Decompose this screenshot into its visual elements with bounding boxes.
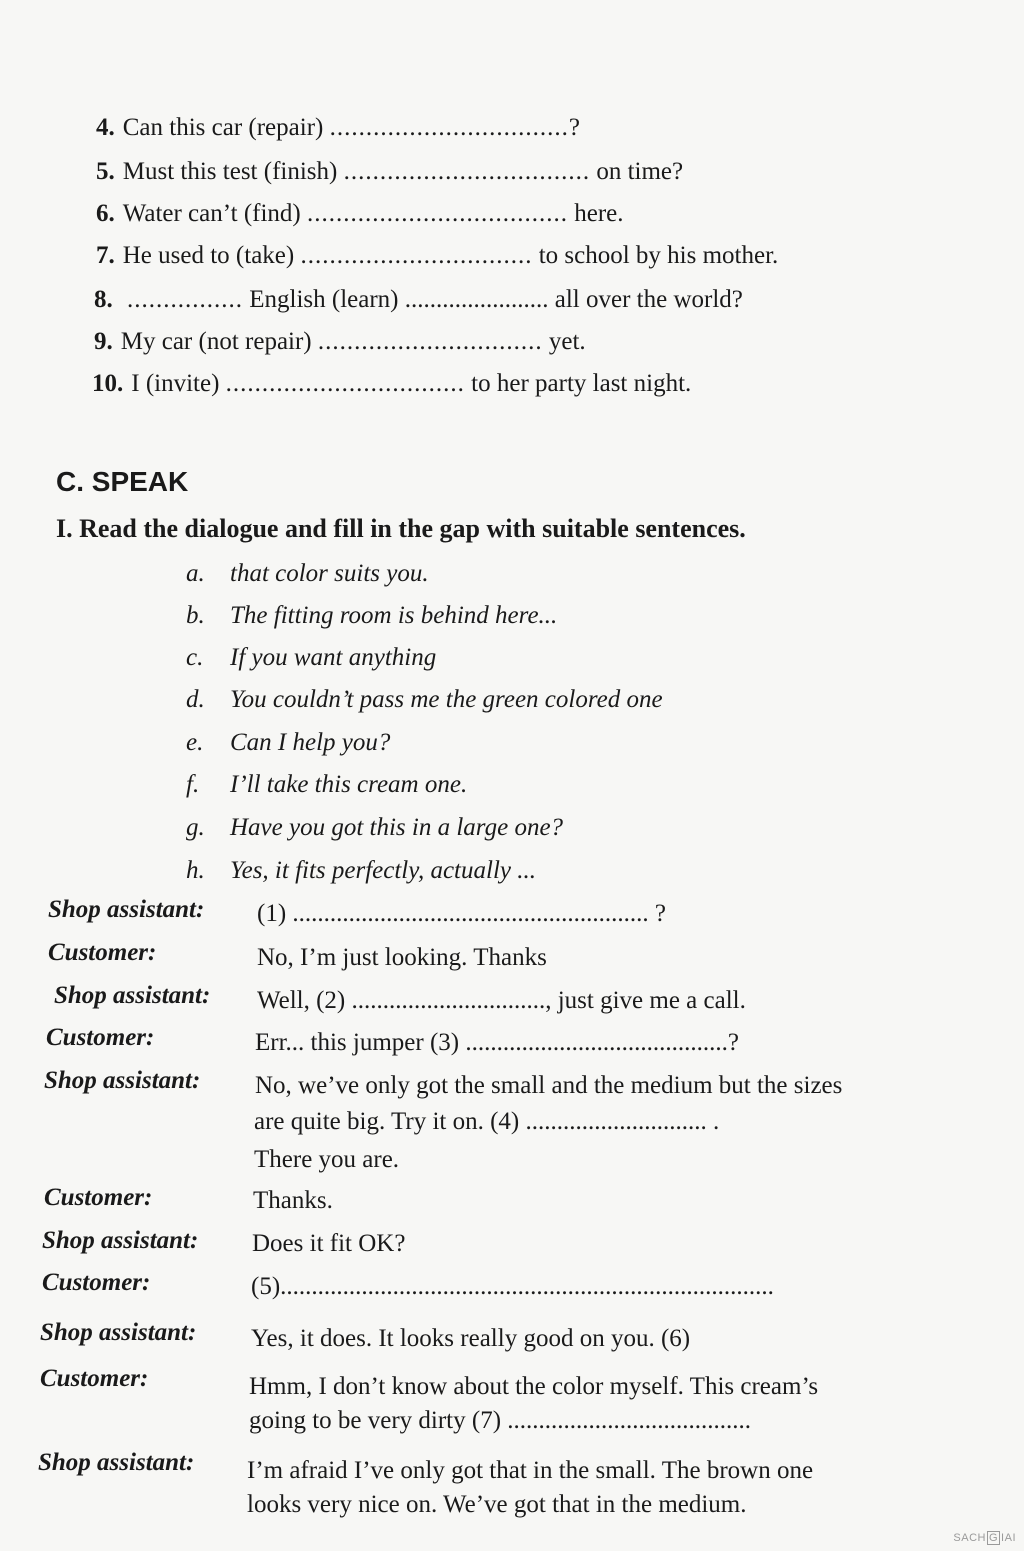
option-letter: c. — [186, 644, 204, 671]
blank-dots: ................ — [127, 286, 243, 313]
item-after: ? — [568, 114, 580, 141]
dialogue-line: looks very nice on. We’ve got that in the medium. — [247, 1491, 747, 1518]
speaker-label: Shop assistant: — [40, 1319, 197, 1346]
speaker-label: Customer: — [42, 1269, 151, 1296]
option-text: that color suits you. — [230, 560, 429, 587]
item-number: 8. — [94, 286, 113, 313]
item-text: Can this car (repair) — [122, 114, 324, 141]
option-text: Can I help you? — [230, 729, 391, 756]
speaker-label: Shop assistant: — [48, 896, 205, 923]
option-f — [186, 771, 467, 799]
dialogue-line: Yes, it does. It looks really good on you. (6) — [251, 1325, 691, 1352]
item-text: Must this test (finish) — [122, 158, 338, 185]
item-text: My car (not repair) — [120, 328, 312, 355]
option-text: If you want anything — [230, 644, 437, 671]
exercise-line-7 — [96, 242, 778, 270]
speaker-label: Shop assistant: — [54, 982, 211, 1009]
instruction: I. Read the dialogue and fill in the gap with suitable sentences. — [56, 514, 746, 543]
speaker-label: Shop assistant: — [42, 1227, 199, 1254]
blank-dots: .................................. — [343, 158, 591, 185]
item-number: 6. — [96, 200, 115, 227]
exercise-line-9 — [94, 328, 586, 356]
item-after: here. — [574, 200, 624, 227]
item-number: 10. — [92, 370, 124, 397]
option-letter: h. — [186, 857, 205, 884]
option-e — [186, 729, 390, 757]
watermark-box: G — [988, 1532, 999, 1544]
option-c — [186, 644, 436, 672]
dialogue-line: (5)............................................................................... — [251, 1273, 774, 1300]
dialogue-line: going to be very dirty (7) ....................................... — [249, 1407, 752, 1434]
exercise-line-10 — [92, 370, 691, 398]
blank-dots: ................................ — [300, 242, 533, 269]
blank-dots: ............................... — [317, 328, 543, 355]
speaker-label: Customer: — [48, 939, 157, 966]
option-text: Have you got this in a large one? — [230, 814, 564, 841]
blank-dots: ................................. — [329, 114, 569, 141]
option-letter: g. — [186, 814, 205, 841]
watermark-text-right: IAI — [1001, 1532, 1016, 1544]
option-text: The fitting room is behind here... — [230, 602, 558, 629]
option-letter: d. — [186, 686, 205, 713]
dialogue-line: Does it fit OK? — [252, 1230, 406, 1257]
option-letter: f. — [186, 771, 200, 798]
option-b — [186, 602, 557, 630]
item-after: on time? — [596, 158, 684, 185]
exercise-line-5 — [96, 158, 683, 186]
option-letter: a. — [186, 560, 205, 587]
option-h — [186, 857, 536, 885]
exercise-line-6 — [96, 200, 624, 228]
item-number: 9. — [94, 328, 113, 355]
exercise-line-8 — [94, 286, 743, 314]
item-number: 4. — [96, 114, 115, 141]
speaker-label: Shop assistant: — [44, 1067, 201, 1094]
watermark-logo — [953, 1531, 1016, 1545]
speaker-label: Shop assistant: — [38, 1449, 195, 1476]
item-after: English (learn) ....................... all over the world? — [249, 286, 743, 313]
exercise-line-4 — [96, 114, 580, 142]
dialogue-line: (1) ......................................................... ? — [257, 900, 666, 927]
item-number: 5. — [96, 158, 115, 185]
dialogue-line: I’m afraid I’ve only got that in the small. The brown one — [247, 1457, 814, 1484]
option-a — [186, 560, 429, 588]
item-text: Water can’t (find) — [122, 200, 301, 227]
blank-dots: .................................... — [307, 200, 568, 227]
blank-dots: ................................. — [225, 370, 465, 397]
option-d — [186, 686, 663, 714]
option-text: You couldn’t pass me the green colored one — [230, 686, 663, 713]
item-text: I (invite) — [131, 370, 220, 397]
watermark-text-left: SACH — [953, 1532, 986, 1544]
dialogue-line: No, we’ve only got the small and the medium but the sizes — [255, 1072, 843, 1099]
speaker-label: Customer: — [44, 1184, 153, 1211]
item-text: He used to (take) — [122, 242, 295, 269]
item-after: to her party last night. — [471, 370, 692, 397]
option-g — [186, 814, 563, 842]
speaker-label: Customer: — [46, 1024, 155, 1051]
option-text: I’ll take this cream one. — [230, 771, 468, 798]
dialogue-line: No, I’m just looking. Thanks — [257, 944, 547, 971]
option-text: Yes, it fits perfectly, actually ... — [230, 857, 536, 884]
dialogue-line: Hmm, I don’t know about the color myself. This cream’s — [249, 1373, 819, 1400]
dialogue-line: Well, (2) ..............................., just give me a call. — [257, 987, 746, 1014]
dialogue-line: are quite big. Try it on. (4) ............................. . — [254, 1108, 720, 1135]
item-after: to school by his mother. — [538, 242, 779, 269]
speaker-label: Customer: — [40, 1365, 149, 1392]
option-letter: b. — [186, 602, 205, 629]
section-title: C. SPEAK — [56, 466, 189, 497]
dialogue-line: Err... this jumper (3) ..........................................? — [255, 1029, 739, 1056]
dialogue-line: Thanks. — [253, 1187, 333, 1214]
item-number: 7. — [96, 242, 115, 269]
option-letter: e. — [186, 729, 204, 756]
item-after: yet. — [548, 328, 586, 355]
dialogue-line: There you are. — [254, 1146, 400, 1173]
